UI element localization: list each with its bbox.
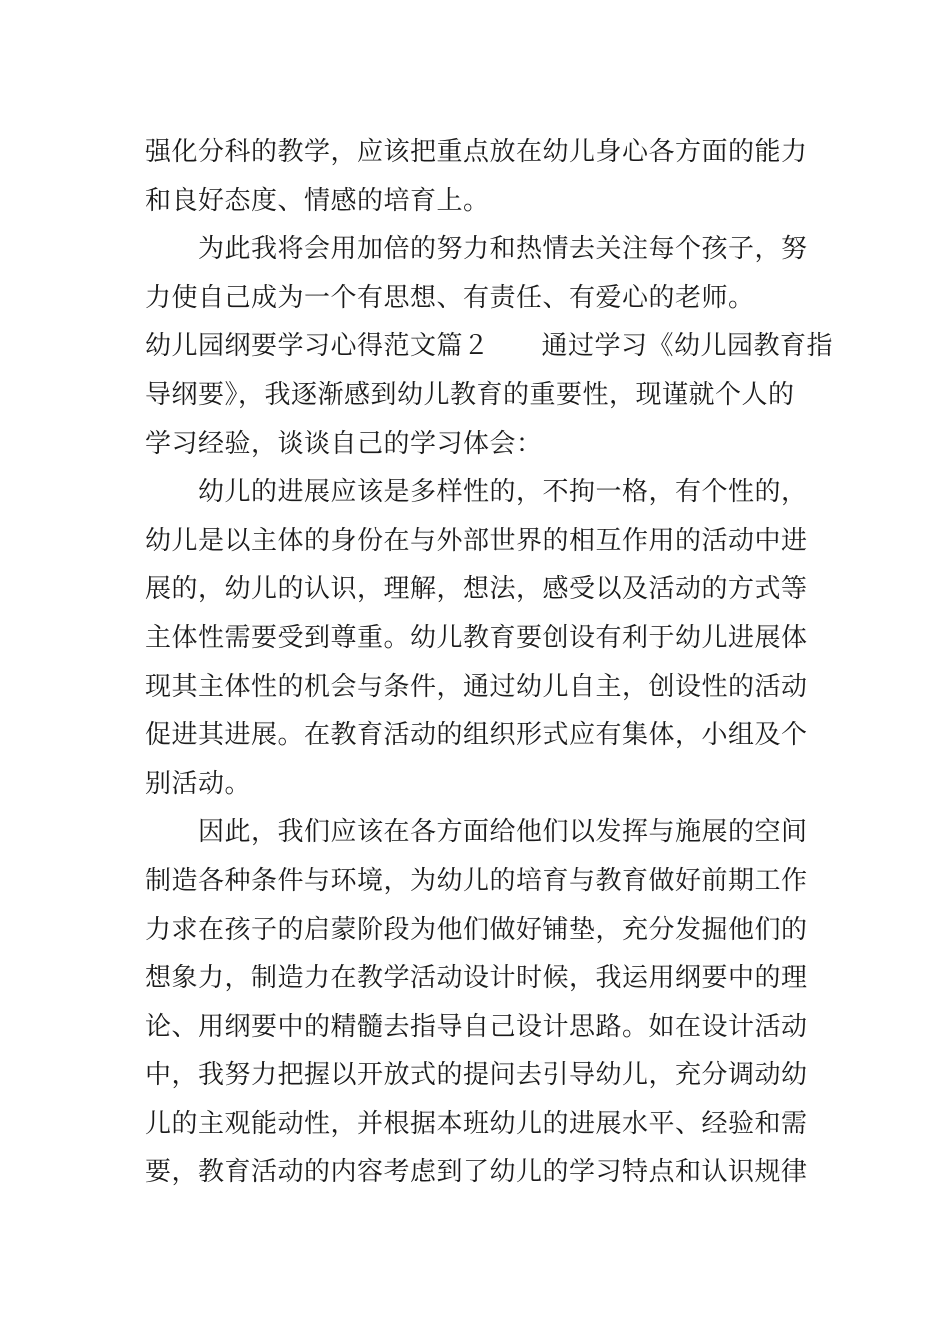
text-line: 力使自己成为一个有思想、有责任、有爱心的老师。	[145, 282, 755, 313]
text-line: 儿的主观能动性，并根据本班幼儿的进展水平、经验和需	[145, 1108, 808, 1139]
text-line: 论、用纲要中的精髓去指导自己设计思路。如在设计活动	[145, 1011, 808, 1042]
document-body	[145, 128, 834, 1197]
text-line: 力求在孩子的启蒙阶段为他们做好铺垫，充分发掘他们的	[145, 914, 808, 945]
text-line: 导纲要》，我逐渐感到幼儿教育的重要性，现谨就个人的	[145, 379, 795, 410]
text-line: 强化分科的教学，应该把重点放在幼儿身心各方面的能力	[145, 137, 808, 167]
paragraph-start-line: 为此我将会用加倍的努力和热情去关注每个孩子，努	[198, 234, 808, 265]
text-line: 主体性需要受到尊重。幼儿教育要创设有利于幼儿进展体	[145, 622, 808, 653]
text-line: 学习经验，谈谈自己的学习体会：	[145, 428, 543, 459]
text-line: 要，教育活动的内容考虑到了幼儿的学习特点和认识规律	[145, 1157, 808, 1188]
section-heading: 幼儿园纲要学习心得范文篇２	[145, 331, 490, 362]
section-heading-line	[145, 322, 834, 371]
text-line: 制造各种条件与环境，为幼儿的培育与教育做好前期工作	[145, 865, 808, 896]
text-line: 展的，幼儿的认识，理解，想法，感受以及活动的方式等	[145, 574, 808, 605]
text-line: 想象力，制造力在教学活动设计时候，我运用纲要中的理	[145, 963, 808, 994]
text-line: 和良好态度、情感的培育上。	[145, 185, 490, 216]
paragraph-start-line: 幼儿的进展应该是多样性的，不拘一格，有个性的，	[198, 477, 808, 508]
text-line: 促进其进展。在教育活动的组织形式应有集体，小组及个	[145, 720, 808, 751]
text-line: 幼儿是以主体的身份在与外部世界的相互作用的活动中进	[145, 525, 808, 556]
paragraph-start-line: 因此，我们应该在各方面给他们以发挥与施展的空间	[198, 817, 808, 848]
text-line: 别活动。	[145, 768, 252, 799]
text-line: 现其主体性的机会与条件，通过幼儿自主，创设性的活动	[145, 671, 808, 702]
text-line: 通过学习《幼儿园教育指	[541, 331, 834, 362]
text-line: 中，我努力把握以开放式的提问去引导幼儿，充分调动幼	[145, 1060, 808, 1091]
